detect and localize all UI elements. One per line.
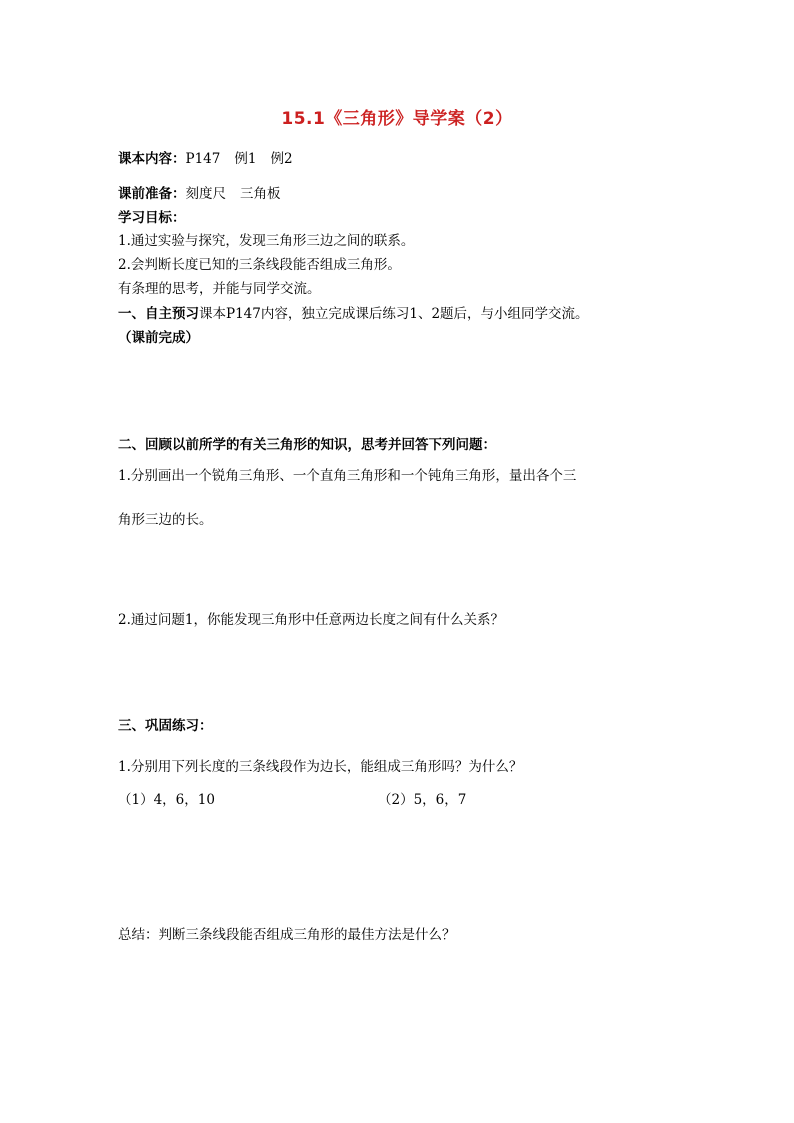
goals-label: 学习目标： xyxy=(118,210,186,226)
prep-row xyxy=(118,185,281,203)
section2-question-2: 2.通过问题1，你能发现三角形中任意两边长度之间有什么关系？ xyxy=(118,612,504,628)
section1-note: （课前完成） xyxy=(118,330,199,346)
section1-text: 课本P147内容，独立完成课后练习1、2题后，与小组同学交流。 xyxy=(199,306,589,322)
content-label: 课本内容： xyxy=(118,151,186,167)
section2-question-1-line-1: 1.分别画出一个锐角三角形、一个直角三角形和一个钝角三角形，量出各个三 xyxy=(118,468,577,484)
goal-item: 1.通过实验与探究，发现三角形三边之间的联系。 xyxy=(118,233,415,249)
prep-item-ruler: 刻度尺 xyxy=(185,186,226,202)
section1-heading: 一、自主预习 xyxy=(118,306,199,322)
goal-item: 有条理的思考，并能与同学交流。 xyxy=(118,281,321,297)
content-example-1: 例1 xyxy=(234,151,257,167)
section3-option-2: （2）5，6，7 xyxy=(378,792,467,808)
prep-label: 课前准备： xyxy=(118,186,186,202)
content-example-2: 例2 xyxy=(270,151,293,167)
section3-heading: 三、巩固练习： xyxy=(118,718,213,734)
content-row xyxy=(118,150,293,168)
page-title: 15.1《三角形》导学案（2） xyxy=(281,109,513,129)
section2-question-1-line-2: 角形三边的长。 xyxy=(118,512,213,528)
summary-question: 总结：判断三条线段能否组成三角形的最佳方法是什么？ xyxy=(118,927,456,943)
section2-heading: 二、回顾以前所学的有关三角形的知识，思考并回答下列问题： xyxy=(118,437,496,453)
prep-item-triangle-ruler: 三角板 xyxy=(240,186,281,202)
section3-question-1: 1.分别用下列长度的三条线段作为边长，能组成三角形吗？为什么？ xyxy=(118,759,523,775)
section1-row xyxy=(118,305,589,323)
section3-option-1: （1）4，6，10 xyxy=(118,792,215,808)
goal-item: 2.会判断长度已知的三条线段能否组成三角形。 xyxy=(118,257,401,273)
content-page: P147 xyxy=(185,151,221,167)
